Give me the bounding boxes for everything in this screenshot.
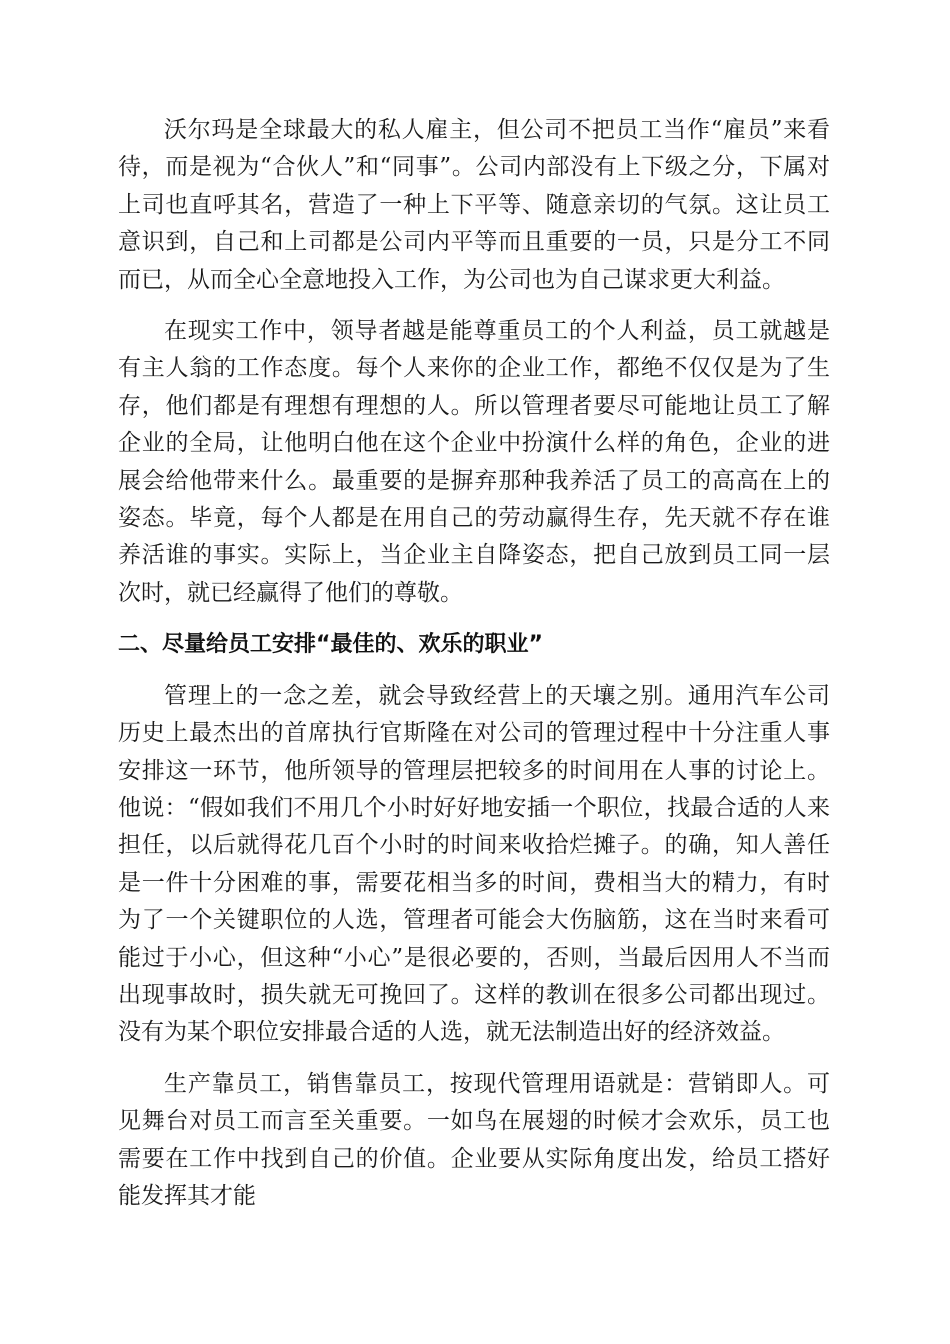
document-body xyxy=(118,112,830,1229)
section-heading: 二、尽量给员工安排“最佳的、欢乐的职业” xyxy=(118,632,543,658)
paragraph-marketing-is-people: 生产靠员工，销售靠员工，按现代管理用语就是：营销即人。可见舞台对员工而言至关重要。一如鸟在展翅的时候才会欢乐，员工也需要在工作中找到自己的价值。企业要从实际角度出发，给员工搭好能发挥其才能 xyxy=(118,1070,830,1209)
paragraph-personnel-arrangement: 管理上的一念之差，就会导致经营上的天壤之别。通用汽车公司历史上最杰出的首席执行官斯隆在对公司的管理过程中十分注重人事安排这一环节，他所领导的管理层把较多的时间用在人事的讨论上。他说：“假如我们不用几个小时好好地安插一个职位，找最合适的人来担任，以后就得花几百个小时的时间来收拾烂摊子。的确，知人善任是一件十分困难的事，需要花相当多的时间，费相当大的精力，有时为了一个关键职位的人选，管理者可能会大伤脑筋，这在当时来看可能过于小心，但这种“小心”是很必要的，否则，当最后因用人不当而出现事故时，损失就无可挽回了。这样的教训在很多公司都出现过。没有为某个职位安排最合适的人选，就无法制造出好的经济效益。 xyxy=(118,682,830,1046)
paragraph-respect-employees: 在现实工作中，领导者越是能尊重员工的个人利益，员工就越是有主人翁的工作态度。每个人来你的企业工作，都绝不仅仅是为了生存，他们都是有理想有理想的人。所以管理者要尽可能地让员工了解企业的全局，让他明白他在这个企业中扮演什么样的角色，企业的进展会给他带来什么。最重要的是摒弃那种我养活了员工的高高在上的姿态。毕竟，每个人都是在用自己的劳动赢得生存，先天就不存在谁养活谁的事实。实际上，当企业主自降姿态，把自己放到员工同一层次时，就已经赢得了他们的尊敬。 xyxy=(118,318,830,606)
paragraph-walmart-partners: 沃尔玛是全球最大的私人雇主，但公司不把员工当作“雇员”来看待，而是视为“合伙人”和“同事”。公司内部没有上下级之分，下属对上司也直呼其名，营造了一种上下平等、随意亲切的气氛。这让员工意识到，自己和上司都是公司内平等而且重要的一员，只是分工不同而已，从而全心全意地投入工作，为公司也为自己谋求更大利益。 xyxy=(118,117,830,293)
